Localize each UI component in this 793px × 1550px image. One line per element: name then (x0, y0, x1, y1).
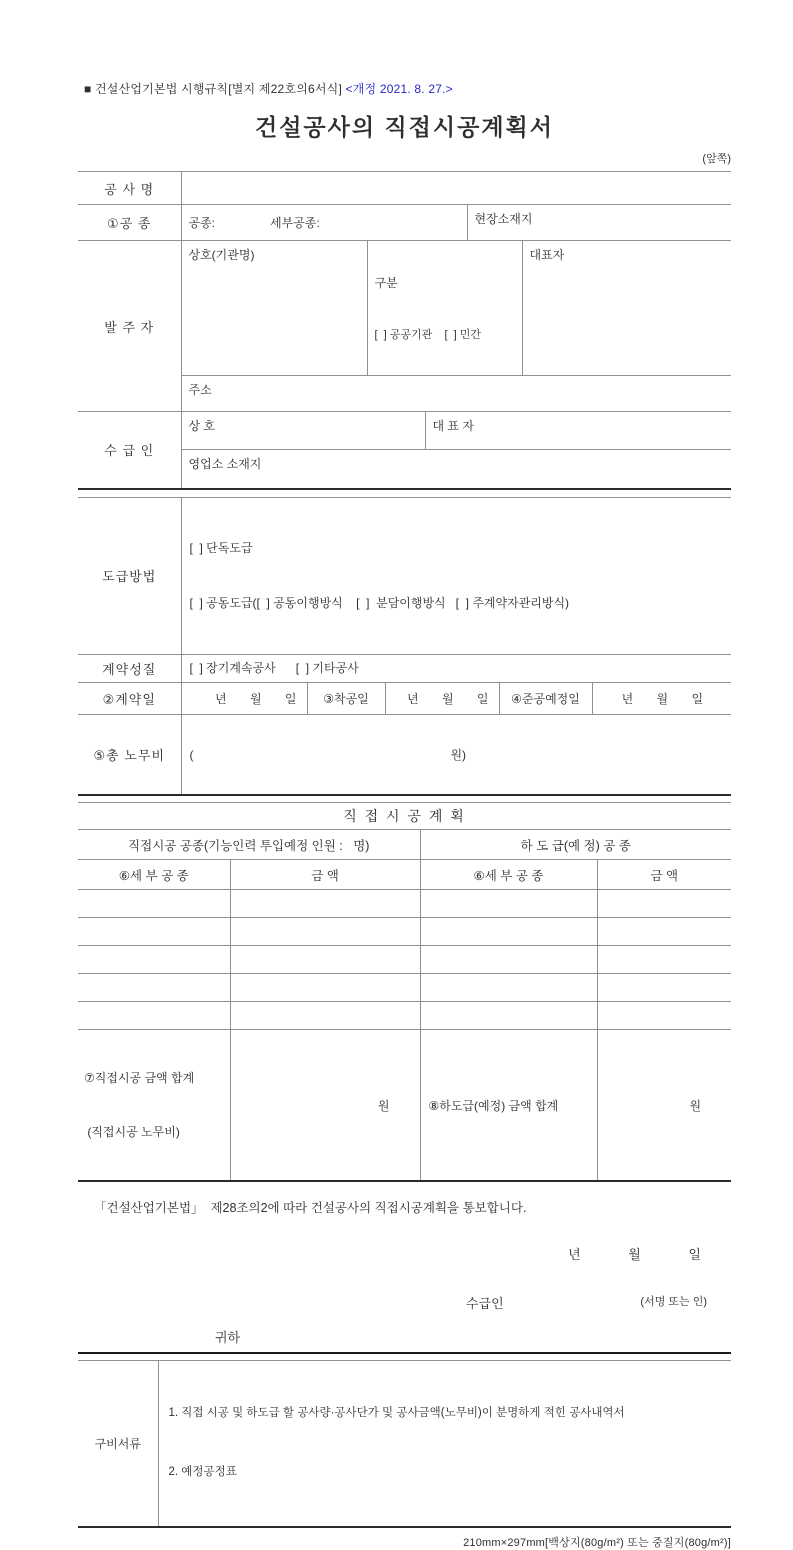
site-location-cell: 현장소재지 (467, 205, 731, 241)
documents-list (158, 1361, 731, 1527)
form-reference-text: ■ 건설산업기본법 시행규칙[별지 제22호의6서식] (84, 82, 342, 96)
contractor-office-cell: 영업소 소재지 (181, 450, 731, 489)
contractor-representative-cell: 대 표 자 (425, 412, 731, 450)
direct-plan-table (78, 802, 731, 1182)
owner-address-cell: 주소 (181, 376, 731, 412)
start-date-label: ③착공일 (307, 683, 385, 715)
plan-empty-cell (78, 1002, 230, 1030)
owner-category-label: 구분 (374, 276, 398, 290)
labor-unit: 원) (450, 748, 467, 763)
total-labor-cost-cell (181, 715, 731, 796)
signature-row (78, 1293, 731, 1311)
plan-empty-cell (78, 974, 230, 1002)
plan-empty-cell (597, 946, 731, 974)
direct-total-line1: ⑦직접시공 금액 합계 (84, 1071, 195, 1086)
col-header-detail-right: ⑥세 부 공 종 (420, 860, 597, 890)
col-header-amount-right: 금 액 (597, 860, 731, 890)
project-name-label: 공 사 명 (78, 172, 181, 205)
contract-nature-options: [ ] 장기계속공사 [ ] 기타공사 (181, 655, 731, 683)
revision-note: <개정 2021. 8. 27.> (345, 82, 453, 96)
plan-empty-cell (230, 974, 420, 1002)
owner-category-cell (367, 241, 522, 376)
plan-empty-cell (230, 890, 420, 918)
contract-method-label: 도급방법 (78, 497, 181, 655)
plan-empty-cell (230, 946, 420, 974)
owner-company-cell: 상호(기관명) (181, 241, 367, 376)
plan-empty-cell (78, 890, 230, 918)
form-reference-line (78, 80, 731, 97)
subcontract-total-unit: 원 (597, 1030, 731, 1182)
direct-work-header: 직접시공 공종(기능인력 투입예정 인원 : 명) (78, 830, 420, 860)
contract-method-options (181, 497, 731, 655)
contract-info-table (78, 497, 731, 797)
labor-open-paren: ( (189, 747, 194, 762)
recipient-line: 귀하 (215, 1330, 241, 1346)
required-documents-table (78, 1360, 731, 1527)
signature-date-line: 년 월 일 (568, 1247, 701, 1263)
plan-empty-cell (420, 918, 597, 946)
plan-empty-cell (420, 1002, 597, 1030)
work-type-value-cell (181, 205, 467, 241)
plan-empty-cell (230, 918, 420, 946)
documents-item-2: 2. 예정공정표 (168, 1465, 237, 1478)
owner-category-options: [ ] 공공기관 [ ] 민간 (374, 329, 482, 341)
plan-empty-cell (597, 890, 731, 918)
subcontract-work-header: 하 도 급(예 정) 공 종 (420, 830, 731, 860)
plan-empty-cell (420, 946, 597, 974)
col-header-detail-left: ⑥세 부 공 종 (78, 860, 230, 890)
paper-spec-note: 210mm×297mm[백상지(80g/m²) 또는 중질지(80g/m²)] (463, 1536, 731, 1549)
legal-statement: 「건설산업기본법」 제28조의2에 따라 건설공사의 직접시공계획을 통보합니다. (94, 1201, 527, 1216)
plan-empty-cell (78, 946, 230, 974)
plan-empty-cell (597, 1002, 731, 1030)
direct-total-label (78, 1030, 230, 1182)
section-divider (78, 1352, 731, 1354)
sub-work-type-prefix: 세부공종: (270, 216, 320, 230)
plan-empty-cell (420, 974, 597, 1002)
start-date-value: 년 월 일 (385, 683, 499, 715)
completion-date-value: 년 월 일 (592, 683, 731, 715)
general-info-table (78, 171, 731, 490)
contract-date-value: 년 월 일 (181, 683, 307, 715)
plan-empty-cell (78, 918, 230, 946)
work-type-label: ①공 종 (78, 205, 181, 241)
signature-note: (서명 또는 인) (640, 1296, 707, 1309)
plan-empty-cell (597, 918, 731, 946)
total-labor-cost-label: ⑤총 노무비 (78, 715, 181, 796)
contract-method-line1: [ ] 단독도급 (189, 540, 253, 555)
project-name-value-cell (181, 172, 731, 205)
page-side-indicator: (앞쪽) (702, 153, 731, 165)
owner-representative-cell: 대표자 (522, 241, 731, 376)
contract-nature-label: 계약성질 (78, 655, 181, 683)
document-title: 건설공사의 직접시공계획서 (254, 114, 554, 140)
completion-date-label: ④준공예정일 (499, 683, 592, 715)
contractor-company-cell: 상 호 (181, 412, 425, 450)
contract-method-line2: [ ] 공동도급([ ] 공동이행방식 [ ] 분담이행방식 [ ] 주계약자관리방식) (189, 596, 570, 611)
direct-total-unit: 원 (230, 1030, 420, 1182)
owner-label: 발 주 자 (78, 241, 181, 412)
direct-total-line2: (직접시공 노무비) (84, 1125, 180, 1140)
documents-label: 구비서류 (78, 1361, 158, 1527)
plan-empty-cell (420, 890, 597, 918)
documents-item-1: 1. 직접 시공 및 하도급 할 공사량·공사단가 및 공사금액(노무비)이 분명하게 적힌 공사내역서 (168, 1407, 625, 1420)
plan-empty-cell (230, 1002, 420, 1030)
signer-label: 수급인 (466, 1296, 504, 1312)
form-page (78, 0, 731, 1550)
work-type-prefix: 공종: (188, 216, 216, 230)
col-header-amount-left: 금 액 (230, 860, 420, 890)
contractor-label: 수 급 인 (78, 412, 181, 489)
contract-date-label: ②계약일 (78, 683, 181, 715)
plan-section-title: 직 접 시 공 계 획 (78, 803, 731, 830)
subcontract-total-label: ⑧하도급(예정) 금액 합계 (420, 1030, 597, 1182)
plan-empty-cell (597, 974, 731, 1002)
